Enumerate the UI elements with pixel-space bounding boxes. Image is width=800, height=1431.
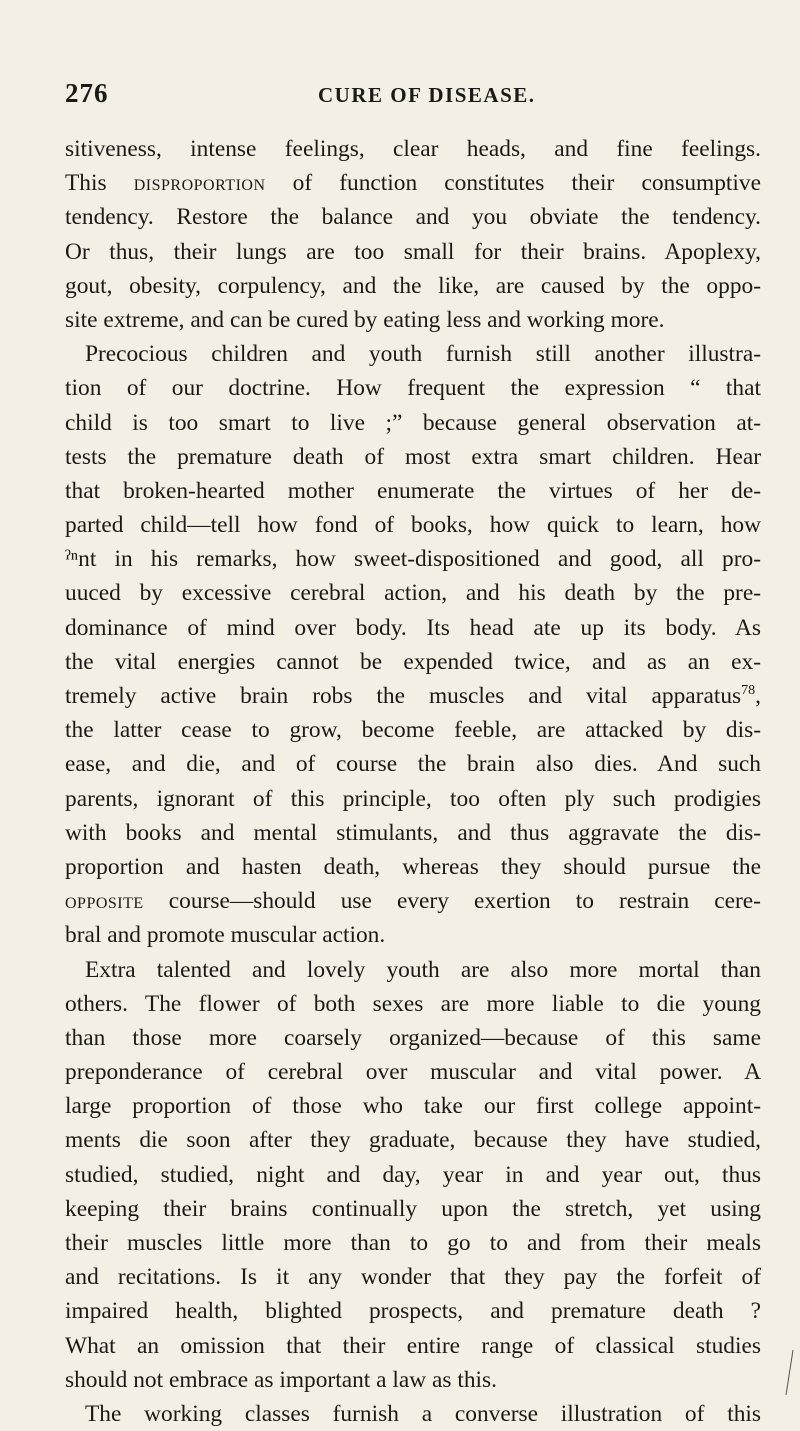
running-head: CURE OF DISEASE. <box>318 83 536 107</box>
text-line: The working classes furnish a converse illustration of this <box>85 1400 761 1427</box>
text-line: ease, and die, and of course the brain also dies. And such <box>65 751 761 778</box>
text-line: Or thus, their lungs are too small for their brains. Apoplexy, <box>65 238 761 265</box>
page-number: 276 <box>65 78 109 108</box>
text-line: keeping their brains continually upon the stretch, yet using <box>65 1195 761 1222</box>
text-line: parents, ignorant of this principle, too often ply such prodigies <box>65 785 761 812</box>
text-line: preponderance of cerebral over muscular and vital power. A <box>65 1059 761 1086</box>
text-line: than those more coarsely organized—because of this same <box>65 1024 761 1051</box>
text-run: tremely active brain robs the muscles and vital apparatus <box>65 683 742 709</box>
text-line: proportion and hasten death, whereas they should pursue the <box>65 853 761 880</box>
text-line <box>65 679 761 713</box>
text-line: tests the premature death of most extra smart children. Hear <box>65 443 761 470</box>
text-line: ments die soon after they graduate, because they have studied, <box>65 1127 761 1154</box>
text-run: , <box>755 683 761 709</box>
text-line <box>65 884 761 918</box>
text-line: the vital energies cannot be expended twice, and as an ex- <box>65 648 761 675</box>
text-line: tendency. Restore the balance and you obviate the tendency. <box>65 204 761 231</box>
text-line: dominance of mind over body. Its head ate up its body. As <box>65 614 761 641</box>
text-line: bral and promote muscular action. <box>65 922 386 949</box>
body-text <box>65 132 761 1431</box>
small-caps-term: opposite <box>65 888 144 915</box>
text-line: should not embrace as important a law as this. <box>65 1366 497 1393</box>
footnote-reference: 78 <box>741 683 756 698</box>
text-line: gout, obesity, corpulency, and the like, are caused by the oppo- <box>65 272 761 299</box>
small-caps-term: disproportion <box>133 170 266 197</box>
text-line: the latter cease to grow, become feeble, are attacked by dis- <box>65 717 761 744</box>
text-line: that broken-hearted mother enumerate the virtues of her de- <box>65 477 761 504</box>
book-page <box>65 0 761 1427</box>
text-run: This <box>65 170 107 197</box>
text-line: with books and mental stimulants, and thus aggravate the dis- <box>65 819 761 846</box>
text-line: What an omission that their entire range of classical studies <box>65 1332 761 1359</box>
text-line: child is too smart to live ;” because general observation at- <box>65 409 761 436</box>
text-line: their muscles little more than to go to and from their meals <box>65 1230 761 1256</box>
text-line: Extra talented and lovely youth are also more mortal than <box>85 956 761 983</box>
text-line: sitiveness, intense feelings, clear heads, and fine feelings. <box>65 136 761 162</box>
text-run: course—should use every exertion to restrain cere- <box>168 888 761 915</box>
text-line: parted child—tell how fond of books, how quick to learn, how <box>65 512 761 539</box>
page-edge-mark <box>783 1348 795 1397</box>
text-line: uuced by excessive cerebral action, and his death by the pre- <box>65 580 761 607</box>
text-line: Precocious children and youth furnish still another illustra- <box>85 341 761 368</box>
text-line: large proportion of those who take our first college appoint- <box>65 1093 761 1120</box>
text-line: site extreme, and can be cured by eating less and working more. <box>65 306 665 333</box>
text-line: studied, studied, night and day, year in and year out, thus <box>65 1161 761 1188</box>
text-line: others. The flower of both sexes are more liable to die young <box>65 990 761 1017</box>
text-line: and recitations. Is it any wonder that they pay the forfeit of <box>65 1264 761 1291</box>
text-line: impaired health, blighted prospects, and premature death ? <box>65 1298 761 1325</box>
text-line: tion of our doctrine. How frequent the expression “ that <box>65 375 761 402</box>
text-line: This disproportion of function constitutes their consumptive <box>65 170 761 197</box>
page-header <box>65 78 761 108</box>
text-run: function constitutes their consumptive <box>339 170 761 197</box>
text-line: ˀⁿnt in his remarks, how sweet-dispositioned and good, all pro- <box>65 546 761 573</box>
